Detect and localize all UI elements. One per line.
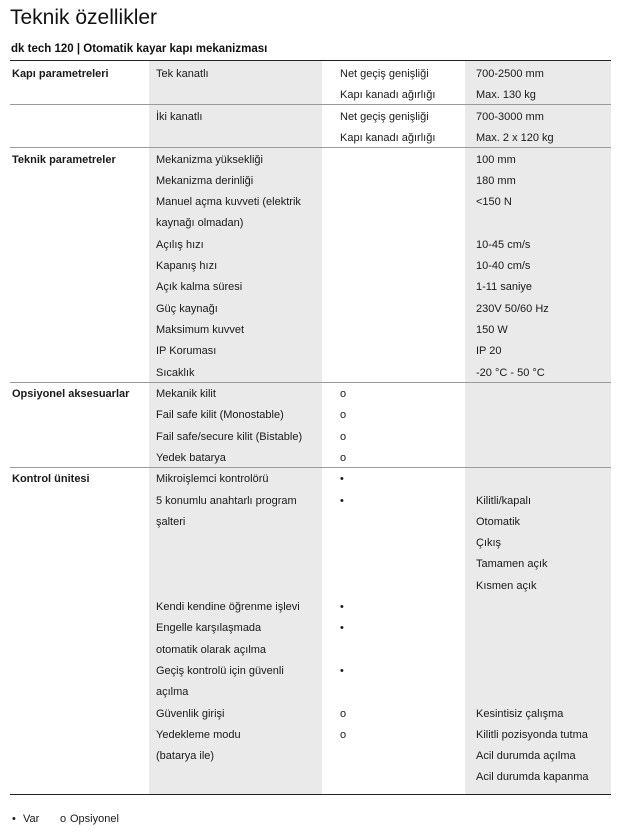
parameter-label: İki kanatlı <box>156 111 203 123</box>
section-title: Teknik parametreler <box>12 154 116 166</box>
parameter-label: otomatik olarak açılma <box>156 644 267 656</box>
parameter-value: 10-45 cm/s <box>476 239 531 251</box>
parameter-value: Kilitli pozisyonda tutma <box>476 729 588 741</box>
parameter-label: Yedekleme modu <box>156 729 241 741</box>
parameter-value: 100 mm <box>476 154 516 166</box>
parameter-label: şalteri <box>156 516 186 528</box>
parameter-label: Mekanik kilit <box>156 388 216 400</box>
availability-mark: o <box>340 431 347 443</box>
section-title: Kontrol ünitesi <box>12 473 90 485</box>
legend-bullet-icon: • <box>12 813 16 825</box>
availability-mark: • <box>340 665 344 677</box>
parameter-value: 10-40 cm/s <box>476 260 531 272</box>
parameter-label: Mekanizma yüksekliği <box>156 154 263 166</box>
parameter-label: Fail safe kilit (Monostable) <box>156 409 284 421</box>
parameter-label: Güç kaynağı <box>156 303 218 315</box>
parameter-value: Kilitli/kapalı <box>476 495 532 507</box>
parameter-value: 700-3000 mm <box>476 111 544 123</box>
parameter-label: açılma <box>156 686 189 698</box>
parameter-value: IP 20 <box>476 345 502 357</box>
parameter-label: Sıcaklık <box>156 367 195 379</box>
availability-mark: • <box>340 495 344 507</box>
sub-parameter-label: Kapı kanadı ağırlığı <box>340 89 436 101</box>
availability-mark: • <box>340 601 344 613</box>
parameter-value: 1-11 saniye <box>476 281 533 293</box>
sub-parameter-label: Net geçiş genişliği <box>340 68 429 80</box>
section-title: Opsiyonel aksesuarlar <box>12 388 130 400</box>
section-separator <box>10 147 611 148</box>
legend-circle-icon: o <box>60 813 67 825</box>
parameter-label: Mekanizma derinliği <box>156 175 254 187</box>
section-separator <box>10 467 611 468</box>
parameter-value: 150 W <box>476 324 508 336</box>
parameter-value: Tamamen açık <box>476 558 548 570</box>
parameter-value: Çıkış <box>476 537 502 549</box>
parameter-label: Açık kalma süresi <box>156 281 243 293</box>
availability-mark: o <box>340 708 347 720</box>
parameter-value: -20 °C - 50 °C <box>476 367 545 379</box>
parameter-value: <150 N <box>476 196 512 208</box>
parameter-label: kaynağı olmadan) <box>156 217 244 229</box>
page-title: Teknik özellikler <box>10 6 158 29</box>
parameter-value: Kısmen açık <box>476 580 537 592</box>
parameter-value: 230V 50/60 Hz <box>476 303 549 315</box>
availability-mark: o <box>340 409 347 421</box>
section-title: Kapı parametreleri <box>12 68 109 80</box>
parameter-label: 5 konumlu anahtarlı program <box>156 495 297 507</box>
parameter-value: Otomatik <box>476 516 521 528</box>
row-separator <box>10 104 611 105</box>
availability-mark: o <box>340 452 347 464</box>
parameter-label: Maksimum kuvvet <box>156 324 245 336</box>
availability-mark: o <box>340 388 347 400</box>
parameter-label: Fail safe/secure kilit (Bistable) <box>156 431 303 443</box>
parameter-label: Engelle karşılaşmada <box>156 622 262 634</box>
parameter-value: 700-2500 mm <box>476 68 544 80</box>
parameter-label: (batarya ile) <box>156 750 215 762</box>
parameter-label: IP Koruması <box>156 345 217 357</box>
legend-circle-label: Opsiyonel <box>70 813 119 825</box>
parameter-value: Max. 130 kg <box>476 89 536 101</box>
parameter-label: Güvenlik girişi <box>156 708 225 720</box>
sub-parameter-label: Kapı kanadı ağırlığı <box>340 132 436 144</box>
parameter-label: Kapanış hızı <box>156 260 218 272</box>
availability-mark: o <box>340 729 347 741</box>
value-column-shade <box>465 61 611 794</box>
parameter-label: Geçiş kontrolü için güvenli <box>156 665 284 677</box>
parameter-value: Kesintisiz çalışma <box>476 708 564 720</box>
parameter-value: Max. 2 x 120 kg <box>476 132 554 144</box>
parameter-label: Kendi kendine öğrenme işlevi <box>156 601 300 613</box>
parameter-label: Mikroişlemci kontrolörü <box>156 473 269 485</box>
bottom-rule <box>10 794 611 795</box>
parameter-value: Acil durumda açılma <box>476 750 576 762</box>
section-separator <box>10 382 611 383</box>
parameter-label: Manuel açma kuvveti (elektrik <box>156 196 301 208</box>
parameter-label: Yedek batarya <box>156 452 226 464</box>
parameter-label: Tek kanatlı <box>156 68 209 80</box>
parameter-value: Acil durumda kapanma <box>476 771 589 783</box>
product-subtitle: dk tech 120 | Otomatik kayar kapı mekanizması <box>11 43 268 55</box>
legend-bullet-label: Var <box>23 813 40 825</box>
parameter-value: 180 mm <box>476 175 516 187</box>
parameter-label: Açılış hızı <box>156 239 204 251</box>
sub-parameter-label: Net geçiş genişliği <box>340 111 429 123</box>
availability-mark: • <box>340 473 344 485</box>
availability-mark: • <box>340 622 344 634</box>
